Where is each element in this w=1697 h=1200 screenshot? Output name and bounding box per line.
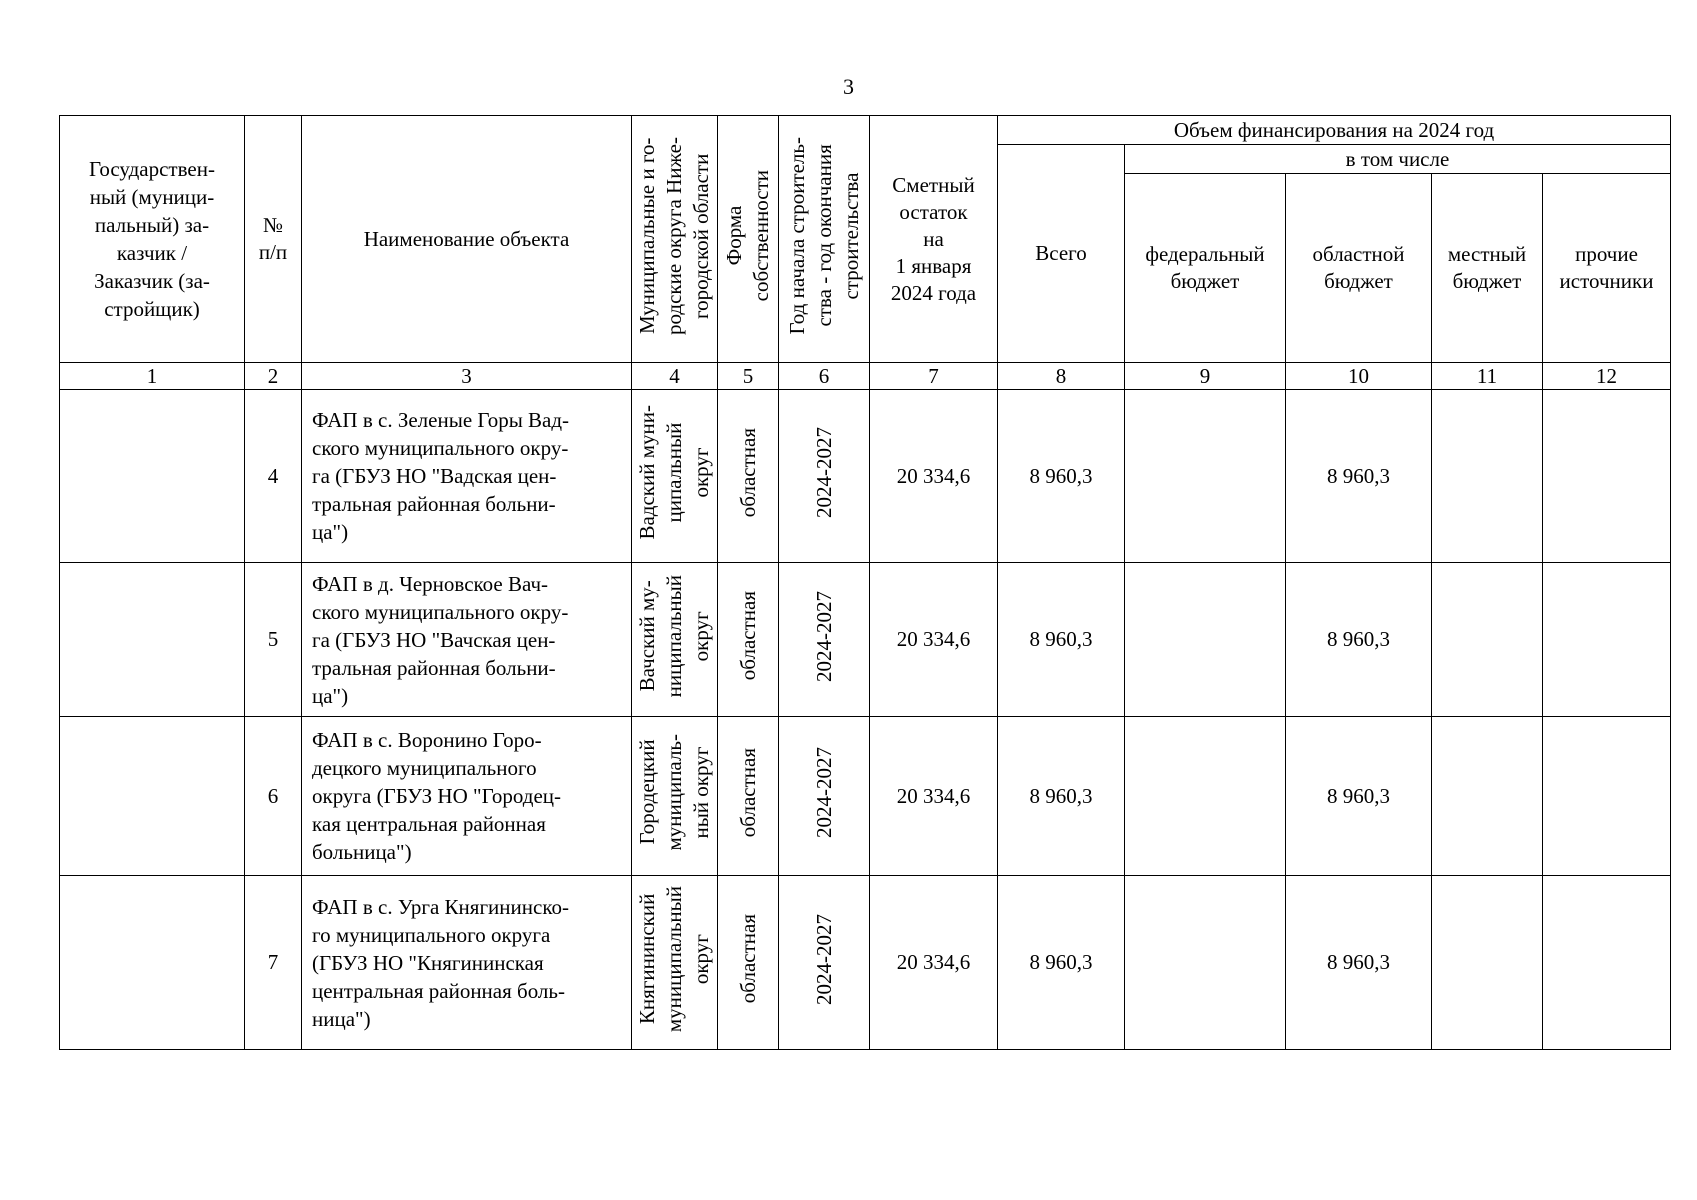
table-row	[60, 717, 1671, 876]
header-other: прочие источники	[1543, 174, 1671, 363]
column-number: 7	[870, 363, 998, 390]
row-balance: 20 334,6	[870, 717, 998, 876]
row-total: 8 960,3	[998, 876, 1125, 1050]
header-regional: областной бюджет	[1286, 174, 1432, 363]
row-total: 8 960,3	[998, 563, 1125, 717]
row-regional: 8 960,3	[1286, 390, 1432, 563]
row-customer	[60, 876, 245, 1050]
row-object-name: ФАП в с. Урга Княгининско- го муниципального округа (ГБУЗ НО "Княгининская центральная районная боль- ница")	[302, 876, 632, 1050]
row-local	[1432, 563, 1543, 717]
header-object-name: Наименование объекта	[302, 116, 632, 363]
header-financing: Объем финансирования на 2024 год	[998, 116, 1671, 145]
row-federal	[1125, 563, 1286, 717]
row-customer	[60, 717, 245, 876]
row-municipality: Вадский муни- ципальный округ	[632, 390, 718, 563]
row-local	[1432, 390, 1543, 563]
row-number: 5	[245, 563, 302, 717]
row-federal	[1125, 717, 1286, 876]
row-customer	[60, 563, 245, 717]
column-number: 9	[1125, 363, 1286, 390]
row-other	[1543, 390, 1671, 563]
row-balance: 20 334,6	[870, 390, 998, 563]
row-object-name: ФАП в д. Черновское Вач- ского муниципального окру- га (ГБУЗ НО "Вачская цен- тральная районная больни- ца")	[302, 563, 632, 717]
header-local: местный бюджет	[1432, 174, 1543, 363]
row-object-name: ФАП в с. Зеленые Горы Вад- ского муниципального окру- га (ГБУЗ НО "Вадская цен- тральная районная больни- ца")	[302, 390, 632, 563]
column-number: 5	[718, 363, 779, 390]
row-customer	[60, 390, 245, 563]
row-other	[1543, 717, 1671, 876]
header-total: Всего	[998, 145, 1125, 363]
row-local	[1432, 876, 1543, 1050]
column-number: 1	[60, 363, 245, 390]
row-balance: 20 334,6	[870, 876, 998, 1050]
row-local	[1432, 717, 1543, 876]
row-total: 8 960,3	[998, 390, 1125, 563]
column-number: 3	[302, 363, 632, 390]
row-years: 2024-2027	[779, 717, 870, 876]
table-row	[60, 563, 1671, 717]
row-federal	[1125, 876, 1286, 1050]
row-regional: 8 960,3	[1286, 876, 1432, 1050]
row-federal	[1125, 390, 1286, 563]
row-other	[1543, 876, 1671, 1050]
column-number: 4	[632, 363, 718, 390]
header-including: в том числе	[1125, 145, 1671, 174]
row-ownership: областная	[718, 563, 779, 717]
row-number: 7	[245, 876, 302, 1050]
row-regional: 8 960,3	[1286, 717, 1432, 876]
row-object-name: ФАП в с. Воронино Горо- децкого муниципального округа (ГБУЗ НО "Городец- кая центральная районная больница")	[302, 717, 632, 876]
row-number: 6	[245, 717, 302, 876]
row-balance: 20 334,6	[870, 563, 998, 717]
row-number: 4	[245, 390, 302, 563]
header-ownership: Форма собственности	[718, 116, 779, 363]
row-regional: 8 960,3	[1286, 563, 1432, 717]
row-years: 2024-2027	[779, 876, 870, 1050]
column-number: 10	[1286, 363, 1432, 390]
header-federal: федеральный бюджет	[1125, 174, 1286, 363]
column-number-row	[60, 363, 1671, 390]
row-municipality: Городецкий муниципаль- ный округ	[632, 717, 718, 876]
column-number: 12	[1543, 363, 1671, 390]
header-customer: Государствен- ный (муници- пальный) за- казчик / Заказчик (за- стройщик)	[60, 116, 245, 363]
table-row	[60, 876, 1671, 1050]
row-years: 2024-2027	[779, 390, 870, 563]
row-ownership: областная	[718, 390, 779, 563]
page-number: 3	[843, 74, 854, 99]
header-balance: Сметный остаток на 1 января 2024 года	[870, 116, 998, 363]
column-number: 11	[1432, 363, 1543, 390]
financing-table	[59, 115, 1671, 1050]
row-ownership: областная	[718, 876, 779, 1050]
row-municipality: Княгининский муниципальный округ	[632, 876, 718, 1050]
row-total: 8 960,3	[998, 717, 1125, 876]
row-ownership: областная	[718, 717, 779, 876]
header-municipality: Муниципальные и го- родские округа Ниже- городской области	[632, 116, 718, 363]
column-number: 6	[779, 363, 870, 390]
table-row	[60, 390, 1671, 563]
column-number: 2	[245, 363, 302, 390]
column-number: 8	[998, 363, 1125, 390]
row-other	[1543, 563, 1671, 717]
header-number: № п/п	[245, 116, 302, 363]
header-years: Год начала строитель- ства - год окончания строительства	[779, 116, 870, 363]
row-years: 2024-2027	[779, 563, 870, 717]
row-municipality: Вачский му- ниципальный округ	[632, 563, 718, 717]
